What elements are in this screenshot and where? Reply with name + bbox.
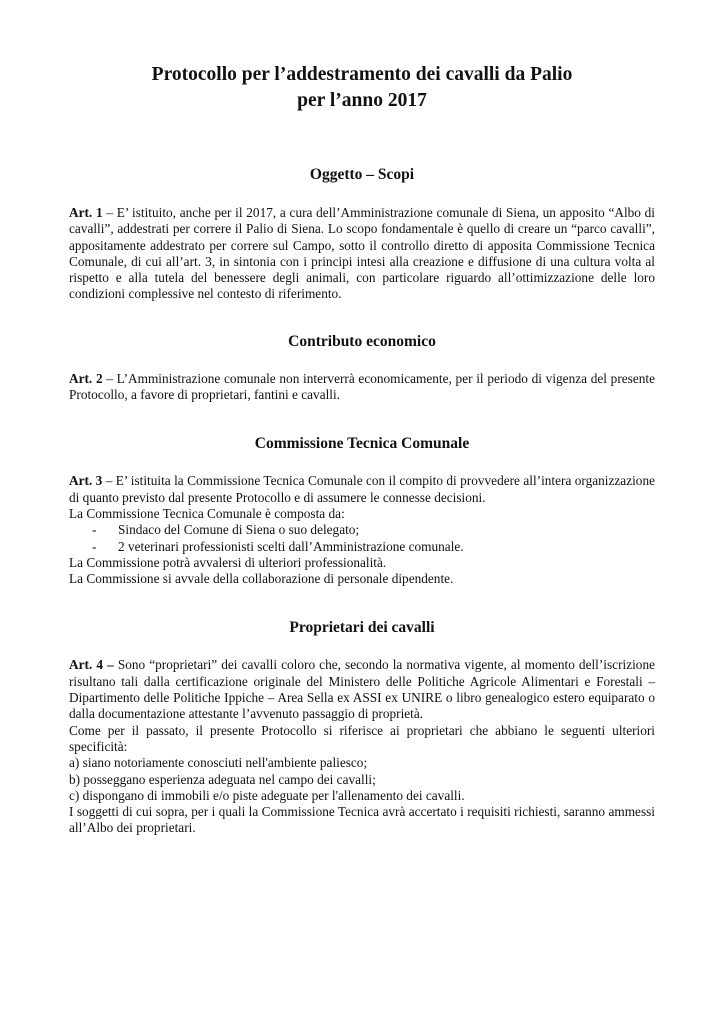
article-3 — [69, 473, 655, 506]
member-text-1: Sindaco del Comune di Siena o suo delegato; — [118, 522, 360, 538]
section-heading-proprietari: Proprietari dei cavalli — [289, 619, 435, 637]
article-4-label: Art. 4 – — [69, 657, 114, 673]
article-2-label: Art. 2 — [69, 370, 103, 386]
article-3-text: – E’ istituita la Commissione Tecnica Comunale con il compito di provvedere all’intera organizzazione di quanto previsto dal presente Protocollo e di assumere le connesse decisioni. — [69, 473, 656, 505]
section-heading-commissione: Commissione Tecnica Comunale — [254, 435, 470, 453]
member-item: - Sindaco del Comune di Siena o suo delegato; — [92, 522, 360, 538]
article-4-text: Sono “proprietari” dei cavalli coloro che, secondo la normativa vigente, al momento dell’iscrizione risultano tali dalla certificazione originale del Ministero delle Politiche Agricole Alimentari e Forestali – Dipartimento delle Politiche Ippiche – Area Sella ex ASSI ex UNIRE o libro genealogico estero equiparato o dalla documentazione attestante l’avvenuto passaggio di proprietà. — [69, 657, 655, 722]
title-line-1: Protocollo per l’addestramento dei cavalli da Palio — [151, 64, 573, 85]
section-heading-contributo: Contributo economico — [288, 332, 436, 350]
requirement-b: b) posseggano esperienza adeguata nel campo dei cavalli; — [69, 771, 376, 787]
commission-note-2: La Commissione si avvale della collaborazione di personale dipendente. — [69, 571, 454, 587]
document-title — [69, 62, 655, 114]
article-1 — [69, 205, 655, 303]
article-1-text: – E’ istituito, anche per il 2017, a cura dell’Amministrazione comunale di Siena, un apposito “Albo di cavalli”, addestrati per correre il Palio di Siena. Lo scopo fondamentale è quello di creare un “parco cavalli”, appositamente addestrato per correre sul Campo, sotto il controllo diretto di apposita Commissione Tecnica Comunale, di cui all’art. 3, in sintonia con i principi intesi alla creazione e diffusione di una cultura volta al rispetto e alla tutela del benessere degli animali, con particolare riguardo all’ottimizzazione delle loro condizioni complessive nel contesto di riferimento. — [69, 205, 656, 302]
member-text-2: 2 veterinari professionisti scelti dall’Amministrazione comunale. — [118, 538, 464, 554]
article-2-text: – L’Amministrazione comunale non interverrà economicamente, per il periodo di vigenza del presente Protocollo, a favore di proprietari, fantini e cavalli. — [69, 370, 655, 403]
article-4-continued: Come per il passato, il presente Protocollo si riferisce ai proprietari che abbiano le seguenti ulteriori specificità: — [69, 722, 655, 754]
article-1-label: Art. 1 — [69, 205, 103, 220]
title-line-2: per l’anno 2017 — [297, 90, 427, 111]
requirement-c: c) dispongano di immobili e/o piste adeguate per l'allenamento dei cavalli. — [69, 787, 465, 803]
article-4-closing: I soggetti di cui sopra, per i quali la Commissione Tecnica avrà accertato i requisiti richiesti, saranno ammessi all’Albo dei proprietari. — [69, 804, 655, 836]
article-4 — [69, 657, 655, 722]
article-3-label: Art. 3 — [69, 473, 103, 489]
commission-composition-intro: La Commissione Tecnica Comunale è composta da: — [69, 505, 345, 521]
article-2 — [69, 371, 655, 404]
requirement-a: a) siano notoriamente conosciuti nell'ambiente paliesco; — [69, 755, 368, 771]
member-item: - 2 veterinari professionisti scelti dall’Amministrazione comunale. — [92, 538, 464, 554]
commission-note-1: La Commissione potrà avvalersi di ulteriori professionalità. — [69, 554, 387, 570]
section-heading-oggetto: Oggetto – Scopi — [309, 166, 415, 183]
